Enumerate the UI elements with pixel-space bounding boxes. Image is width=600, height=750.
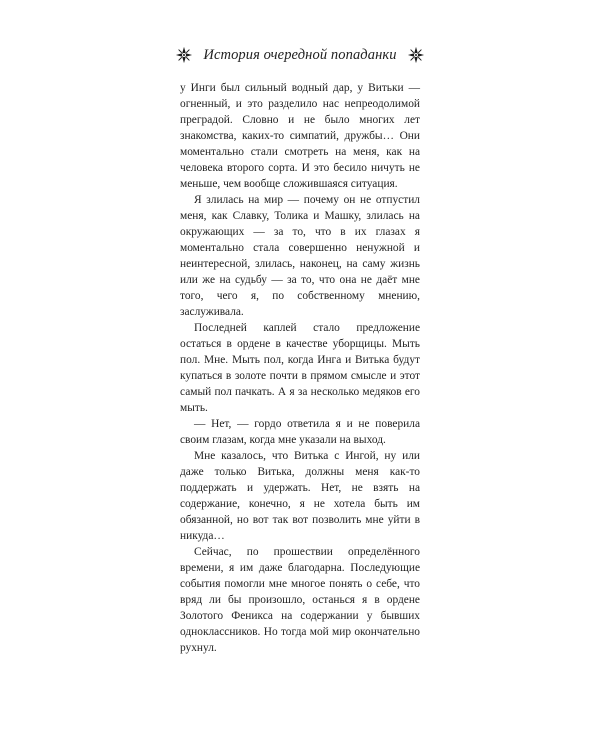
paragraph: Последней каплей стало предложение остаться в ордене в качестве уборщицы. Мыть пол. Мне. Мыть пол, когда Инга и Витька будут купаться в золоте почти в прямом смысле и этот самый пол пачкать. А я за несколько медяков его мыть. (180, 322, 420, 414)
body-text (180, 80, 420, 656)
running-title: История очередной попаданки (203, 46, 397, 63)
paragraph: у Инги был сильный водный дар, у Витьки — огненный, и это разделило нас непреодолимой преградой. Словно и не было многих лет знакомства, каких-то симпатий, дружбы… Они моментально стали смотреть на меня, как на человека второго сорта. И это бесило ничуть не меньше, чем вообще сложившаяся ситуация. (180, 82, 420, 190)
running-header (0, 43, 600, 67)
paragraph: Мне казалось, что Витька с Ингой, ну или даже только Витька, должны меня как-то поддержать и удержать. Нет, не взять на содержание, конечно, я не хотела быть им обязанной, но вот так вот позволить мне уйти в никуда… (180, 450, 420, 542)
paragraph: Я злилась на мир — почему он не отпустил меня, как Славку, Толика и Машку, злилась на окружающих — за то, что в их глазах я моментально стала совершенно ненужной и неинтересной, злилась, наконец, на саму жизнь или же на судьбу — за то, что она не даёт мне того, чего я, по собственному мнению, заслуживала. (180, 194, 420, 318)
fleuron-ornament-right-icon (407, 46, 425, 64)
paragraph: — Нет, — гордо ответила я и не поверила своим глазам, когда мне указали на выход. (180, 418, 420, 446)
fleuron-ornament-left-icon (175, 46, 193, 64)
paragraph: Сейчас, по прошествии определённого времени, я им даже благодарна. Последующие события помогли мне многое понять о себе, что вряд ли бы произошло, останься я в ордене Золотого Феникса на содержании у бывших одноклассников. Но тогда мой мир окончательно рухнул. (180, 546, 420, 654)
